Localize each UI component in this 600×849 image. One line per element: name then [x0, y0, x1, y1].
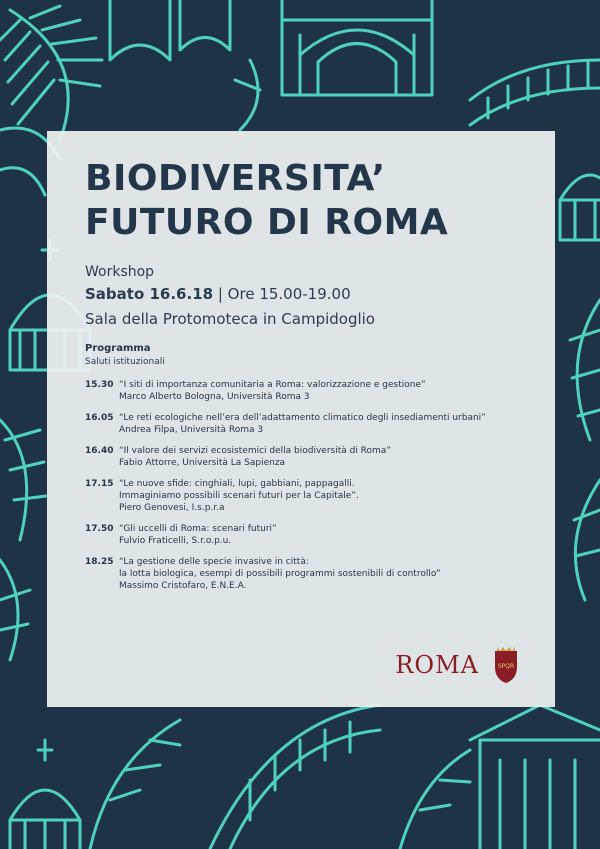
roma-crest-icon [491, 645, 521, 685]
date-time-line [85, 285, 517, 303]
program-list [85, 379, 517, 592]
palm-leaf-icon [0, 6, 102, 140]
svg-text:SPQR: SPQR [497, 663, 515, 670]
item-time: 18.25 [85, 557, 114, 567]
item-talk-continued: Immaginiamo possibili scenari futuri per la Capitale”. [119, 491, 359, 501]
program-item [85, 478, 517, 514]
item-speaker: Marco Alberto Bologna, Università Roma 3 [119, 392, 310, 402]
colosseum-icon [470, 60, 600, 125]
item-talk-continued: la lotta biologica, esempi di possibili programmi sostenibili di controllo” [119, 569, 441, 579]
item-speaker: Andrea Filpa, Università Roma 3 [119, 425, 264, 435]
right-dome-icon [560, 175, 600, 240]
title-line-2: FUTURO DI ROMA [85, 202, 449, 243]
item-talk: “Il valore dei servizi ecosistemici della biodiversità di Roma” [119, 446, 391, 456]
program-item [85, 556, 517, 592]
greetings: Saluti istituzionali [85, 357, 165, 367]
item-speaker: Massimo Cristofaro, E.N.E.A. [119, 581, 247, 591]
item-time: 17.50 [85, 524, 114, 534]
separator: | [213, 285, 228, 303]
poster-title [85, 157, 517, 245]
item-time: 16.40 [85, 446, 114, 456]
event-date: Sabato 16.6.18 [85, 285, 214, 303]
item-speaker: Fulvio Fraticelli, S.r.o.p.u. [119, 536, 232, 546]
item-time: 17.15 [85, 479, 114, 489]
item-speaker: Piero Genovesi, I.s.p.r.a [119, 503, 225, 513]
program-item [85, 523, 517, 547]
item-talk: “Le nuove sfide: cinghiali, lupi, gabbiani, pappagalli. [119, 479, 355, 489]
program-item [85, 445, 517, 469]
item-talk: “Gli uccelli di Roma: scenari futuri” [119, 524, 277, 534]
program-item [85, 379, 517, 403]
title-line-1: BIODIVERSITA’ [85, 158, 386, 199]
item-time: 15.30 [85, 380, 114, 390]
bottom-dome-icon [10, 740, 80, 849]
event-time: Ore 15.00-19.00 [227, 285, 351, 303]
item-speaker: Fabio Attorre, Università La Sapienza [119, 458, 286, 468]
event-type: Workshop [85, 264, 155, 280]
program-item [85, 412, 517, 436]
roma-logo-text: ROMA [395, 651, 479, 679]
program-panel [47, 131, 555, 707]
item-time: 16.05 [85, 413, 114, 423]
item-talk: “I siti di importanza comunitaria a Roma: valorizzazione e gestione” [119, 380, 426, 390]
temple-icon [470, 705, 600, 849]
bottom-colosseum-icon [210, 705, 380, 849]
arch-monument-icon [282, 0, 432, 95]
program-heading: Programma [85, 343, 151, 354]
item-talk: “Le reti ecologiche nell’era dell’adattamento climatico degli insediamenti urbani” [119, 413, 486, 423]
item-talk: “La gestione delle specie invasive in città: [119, 557, 309, 567]
event-venue: Sala della Protomoteca in Campidoglio [85, 310, 375, 328]
